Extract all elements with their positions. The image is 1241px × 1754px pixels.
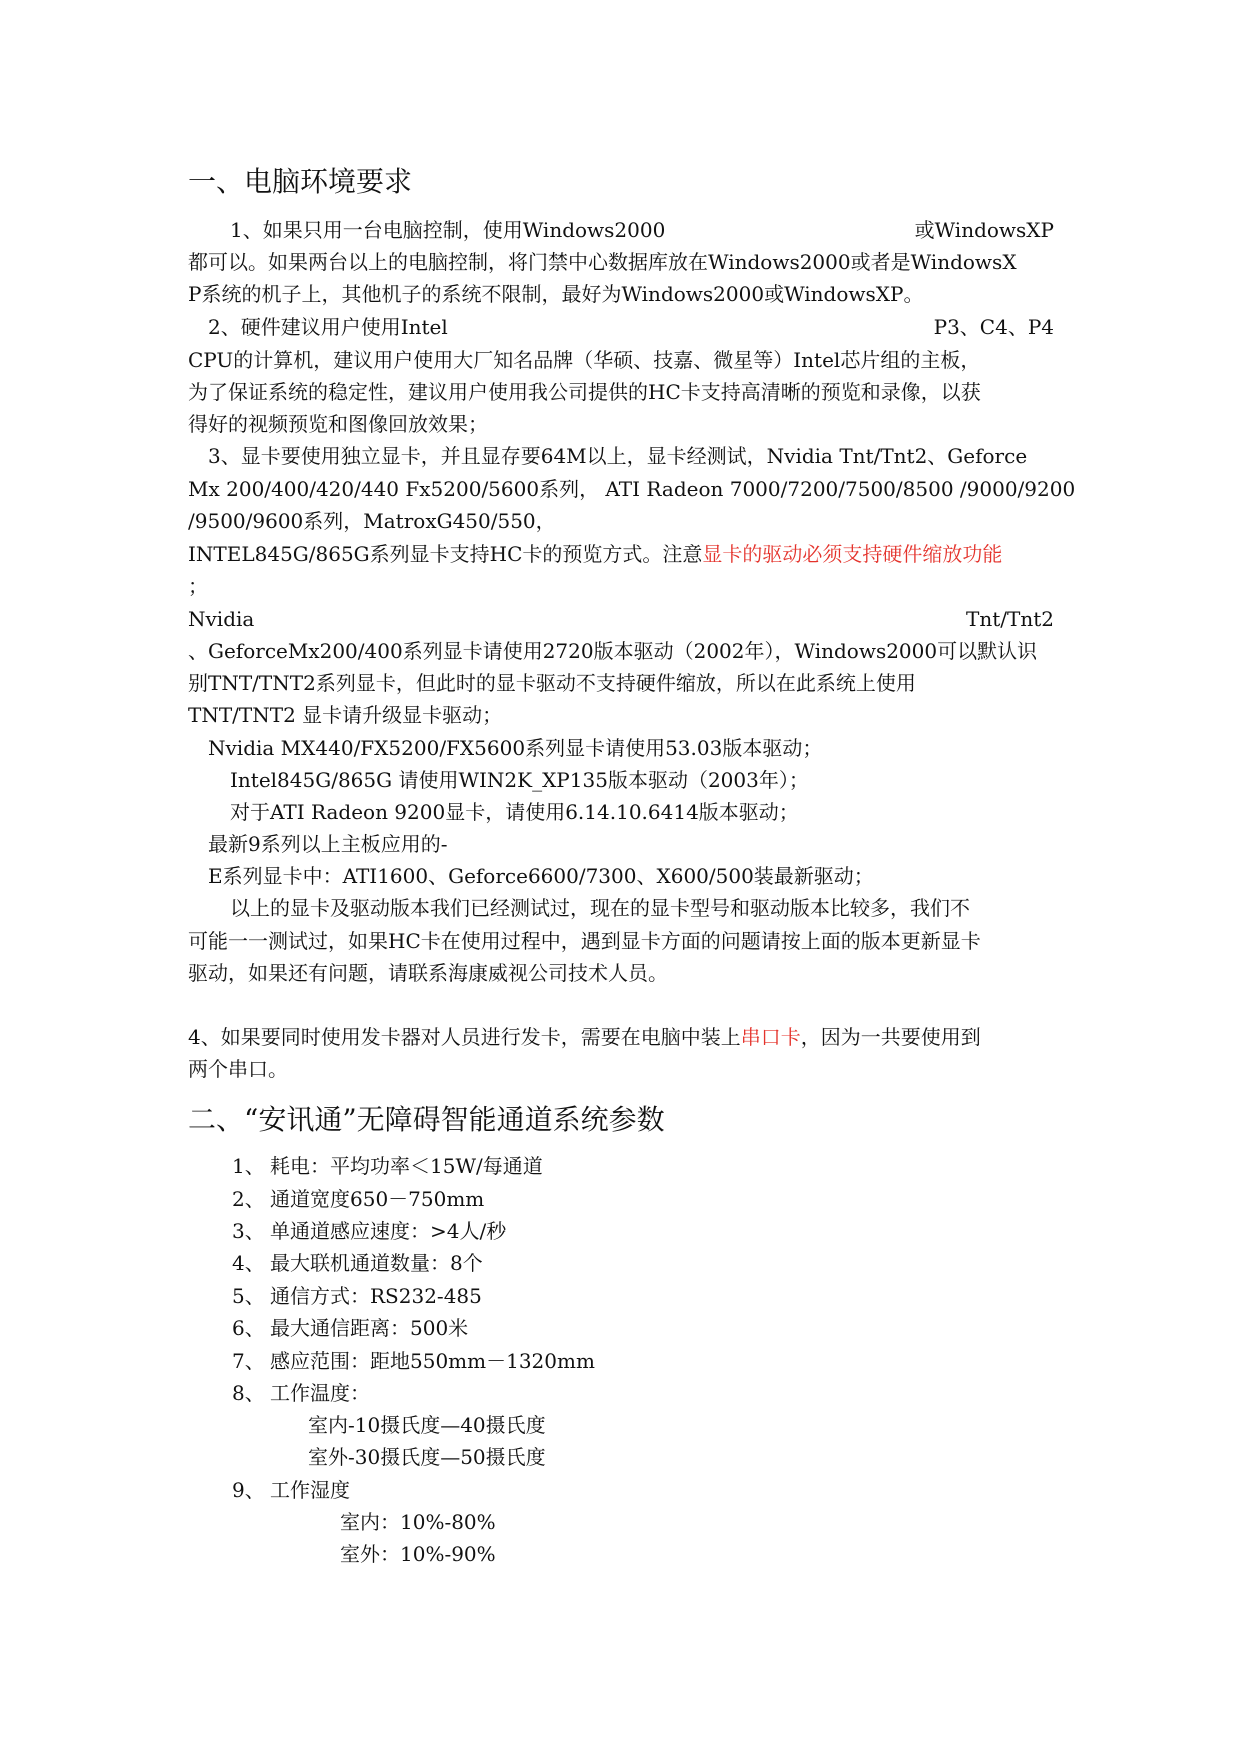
p3-line1: 3、显卡要使用独立显卡，并且显存要64M以上，显卡经测试，Nvidia Tnt/Tnt2、Geforce xyxy=(208,444,1028,468)
spec-item-number: 2、 xyxy=(232,1187,265,1211)
p3-line10: Nvidia MX440/FX5200/FX5600系列显卡请使用53.03版本驱动； xyxy=(208,736,823,760)
p3-line12: 对于ATI Radeon 9200显卡，请使用6.14.10.6414版本驱动； xyxy=(230,800,799,824)
spec-item-number: 5、 xyxy=(232,1284,265,1308)
p3-line14: E系列显卡中：ATI1600、Geforce6600/7300、X600/500装最新驱动； xyxy=(208,864,874,888)
p3-line15: 以上的显卡及驱动版本我们已经测试过，现在的显卡型号和驱动版本比较多，我们不 xyxy=(230,896,970,920)
p3-line7: 、GeforceMx200/400系列显卡请使用2720版本驱动（2002年），Windows2000可以默认识 xyxy=(188,639,1038,663)
p3-line13: 最新9系列以上主板应用的- xyxy=(208,832,448,856)
p3-line16: 可能一一测试过，如果HC卡在使用过程中，遇到显卡方面的问题请按上面的版本更新显卡 xyxy=(188,929,981,953)
spec-item-text: 最大通信距离：500米 xyxy=(270,1316,469,1340)
p4-line1-text: 4、如果要同时使用发卡器对人员进行发卡，需要在电脑中装上 xyxy=(188,1025,741,1049)
p1-line3: P系统的机子上，其他机子的系统不限制，最好为Windows2000或WindowsXP。 xyxy=(188,282,924,306)
spec-item-number: 8、 xyxy=(232,1381,265,1405)
p2-line1-right: P3、C4、P4 xyxy=(933,315,1054,339)
p2-line3: 为了保证系统的稳定性，建议用户使用我公司提供的HC卡支持高清晰的预览和录像，以获 xyxy=(188,380,981,404)
p3-line4-text: INTEL845G/865G系列显卡支持HC卡的预览方式。注意 xyxy=(188,542,703,566)
section2-title: 二、“安讯通”无障碍智能通道系统参数 xyxy=(188,1103,665,1136)
spec-item-number: 3、 xyxy=(232,1219,265,1243)
spec-item-number: 4、 xyxy=(232,1251,265,1275)
p4-line2: 两个串口。 xyxy=(188,1057,288,1081)
temp-indoor: 室内-10摄氏度—40摄氏度 xyxy=(308,1413,546,1437)
spec-item-number: 1、 xyxy=(232,1154,265,1178)
p3-line4 xyxy=(188,540,1054,568)
p3-line6-left: Nvidia xyxy=(188,607,255,631)
p4-line1-tail: ，因为一共要使用到 xyxy=(800,1025,981,1049)
p3-line9: TNT/TNT2 显卡请升级显卡驱动； xyxy=(188,703,503,727)
p1-line1-right: 或WindowsXP xyxy=(914,218,1054,242)
humidity-indoor: 室内：10%-80% xyxy=(340,1510,496,1534)
spec-item-text: 最大联机通道数量：8个 xyxy=(270,1251,483,1275)
p4-line1-highlight: 串口卡 xyxy=(740,1025,801,1049)
p2-line1-left: 2、硬件建议用户使用Intel xyxy=(208,315,448,339)
spec-item-text: 耗电：平均功率＜15W/每通道 xyxy=(270,1154,543,1178)
spec-item-text: 单通道感应速度：>4人/秒 xyxy=(270,1219,507,1243)
p3-line2: Mx 200/400/420/440 Fx5200/5600系列， ATI Radeon 7000/7200/7500/8500 /9000/9200 xyxy=(188,477,1076,501)
p3-line4-highlight: 显卡的驱动必须支持硬件缩放功能 xyxy=(702,542,1003,566)
spec-item-number: 7、 xyxy=(232,1349,265,1373)
p3-line5: ； xyxy=(188,574,208,598)
p1-line1 xyxy=(188,216,1054,244)
spec-item-text: 工作湿度 xyxy=(270,1478,350,1502)
spec-item-number: 9、 xyxy=(232,1478,265,1502)
p2-line2: CPU的计算机，建议用户使用大厂知名品牌（华硕、技嘉、微星等）Intel芯片组的主板， xyxy=(188,348,981,372)
p3-line11: Intel845G/865G 请使用WIN2K_XP135版本驱动（2003年）； xyxy=(230,768,809,792)
p3-line3: /9500/9600系列，MatroxG450/550， xyxy=(188,509,556,533)
p4-line1 xyxy=(188,1023,1054,1051)
spec-item-text: 感应范围：距地550mm－1320mm xyxy=(270,1349,595,1373)
temp-outdoor: 室外-30摄氏度—50摄氏度 xyxy=(308,1445,546,1469)
p2-line4: 得好的视频预览和图像回放效果； xyxy=(188,412,488,436)
p3-line8: 别TNT/TNT2系列显卡，但此时的显卡驱动不支持硬件缩放，所以在此系统上使用 xyxy=(188,671,916,695)
spec-item-text: 工作温度： xyxy=(270,1381,370,1405)
spec-item-text: 通道宽度650－750mm xyxy=(270,1187,485,1211)
p3-line17: 驱动，如果还有问题，请联系海康威视公司技术人员。 xyxy=(188,961,668,985)
spec-item-number: 6、 xyxy=(232,1316,265,1340)
p1-line2: 都可以。如果两台以上的电脑控制，将门禁中心数据库放在Windows2000或者是WindowsX xyxy=(188,250,1017,274)
spec-item-text: 通信方式：RS232-485 xyxy=(270,1284,482,1308)
p2-line1 xyxy=(188,313,1054,341)
section1-title: 一、电脑环境要求 xyxy=(188,165,413,198)
humidity-outdoor: 室外：10%-90% xyxy=(340,1542,496,1566)
p3-line6 xyxy=(188,605,1054,633)
p1-line1-left: 1、如果只用一台电脑控制，使用Windows2000 xyxy=(230,218,666,242)
p3-line6-right: Tnt/Tnt2 xyxy=(966,607,1054,631)
